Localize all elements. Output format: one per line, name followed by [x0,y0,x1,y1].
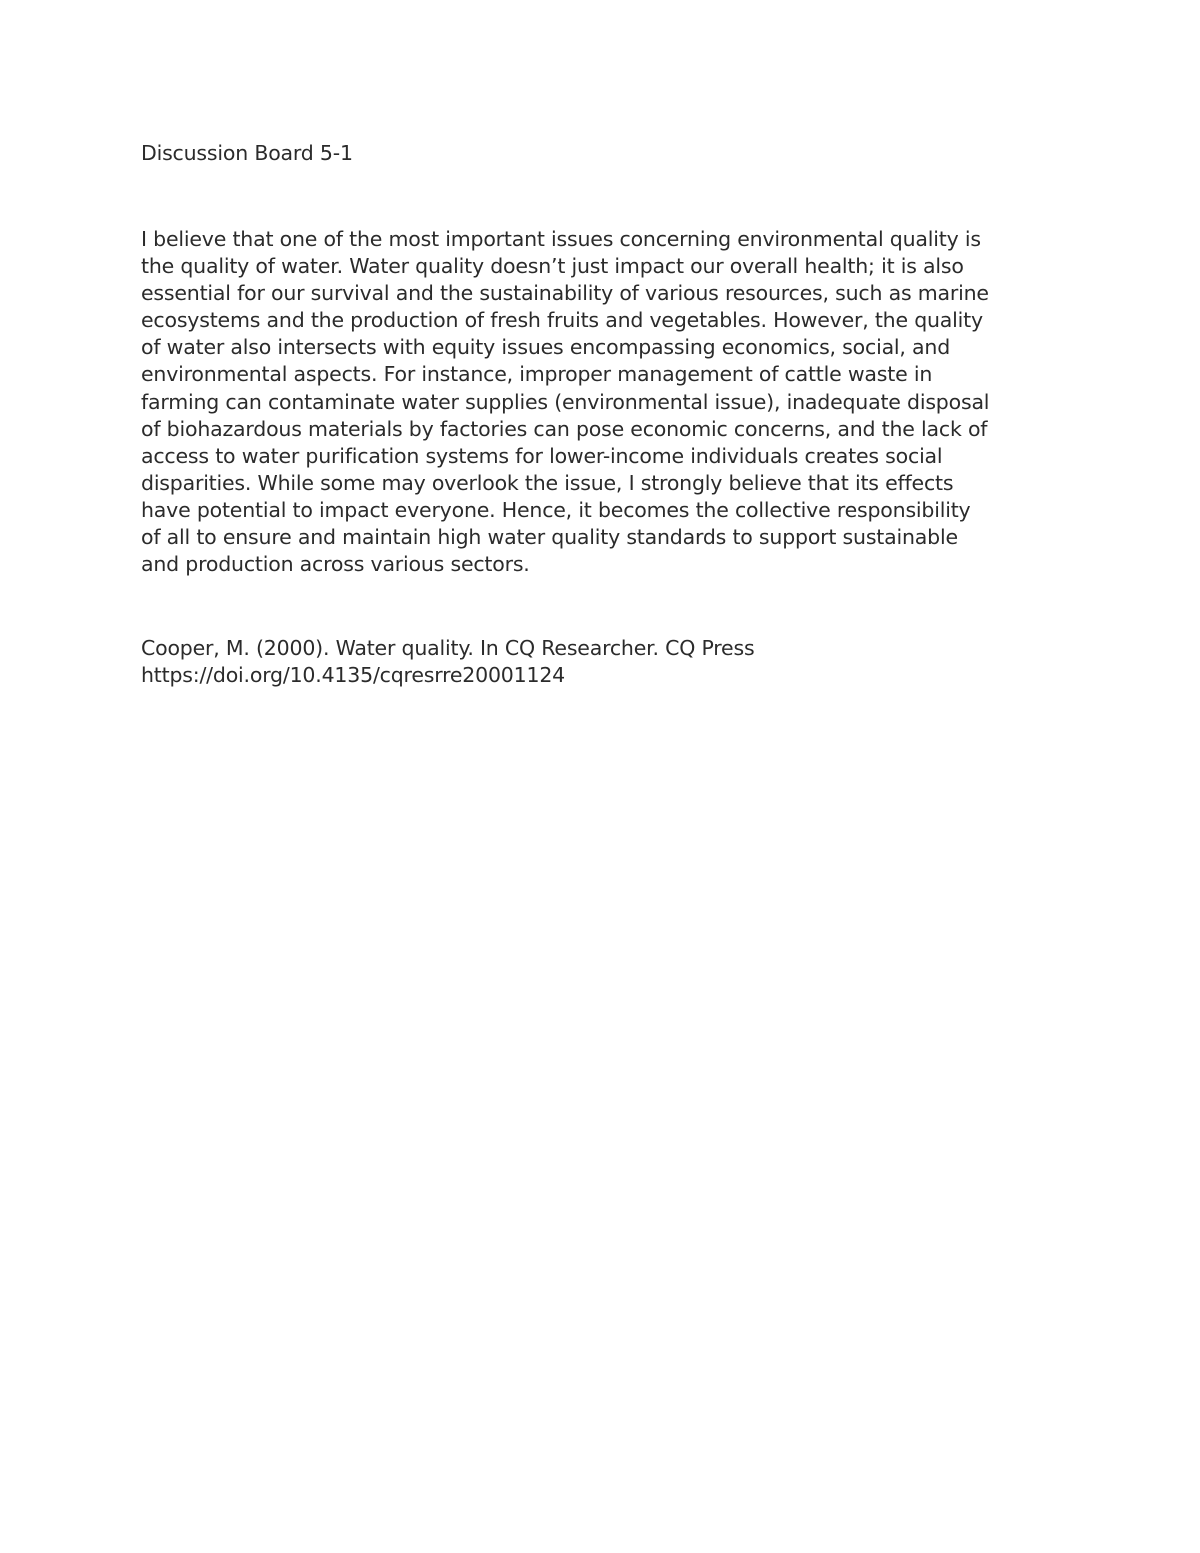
paragraph-line: I believe that one of the most important issues concerning environmental quality is [141,227,981,251]
paragraph-line: environmental aspects. For instance, improper management of cattle waste in [141,362,933,387]
document-title: Discussion Board 5-1 [141,141,353,165]
paragraph-line: the quality of water. Water quality doesn’t just impact our overall health; it is also [141,254,964,279]
paragraph-line: and production across various sectors. [141,552,530,577]
citation-line: Cooper, M. (2000). Water quality. In CQ Researcher. CQ Press [141,636,755,660]
paragraph-line: of water also intersects with equity issues encompassing economics, social, and [141,335,951,360]
reference-citation [141,635,1061,689]
paragraph-line: have potential to impact everyone. Hence, it becomes the collective responsibility [141,497,971,522]
paragraph-line: essential for our survival and the sustainability of various resources, such as marine [141,281,989,306]
body-paragraph [141,226,1061,578]
paragraph-line: of all to ensure and maintain high water quality standards to support sustainable [141,525,958,550]
paragraph-line: access to water purification systems for lower-income individuals creates social [141,443,943,468]
paragraph-line: ecosystems and the production of fresh fruits and vegetables. However, the quality [141,308,983,333]
paragraph-line: farming can contaminate water supplies (environmental issue), inadequate disposal [141,389,990,414]
paragraph-line: disparities. While some may overlook the issue, I strongly believe that its effects [141,470,954,495]
citation-doi-link[interactable]: https://doi.org/10.4135/cqresrre20001124 [141,663,566,688]
paragraph-line: of biohazardous materials by factories can pose economic concerns, and the lack of [141,416,988,441]
